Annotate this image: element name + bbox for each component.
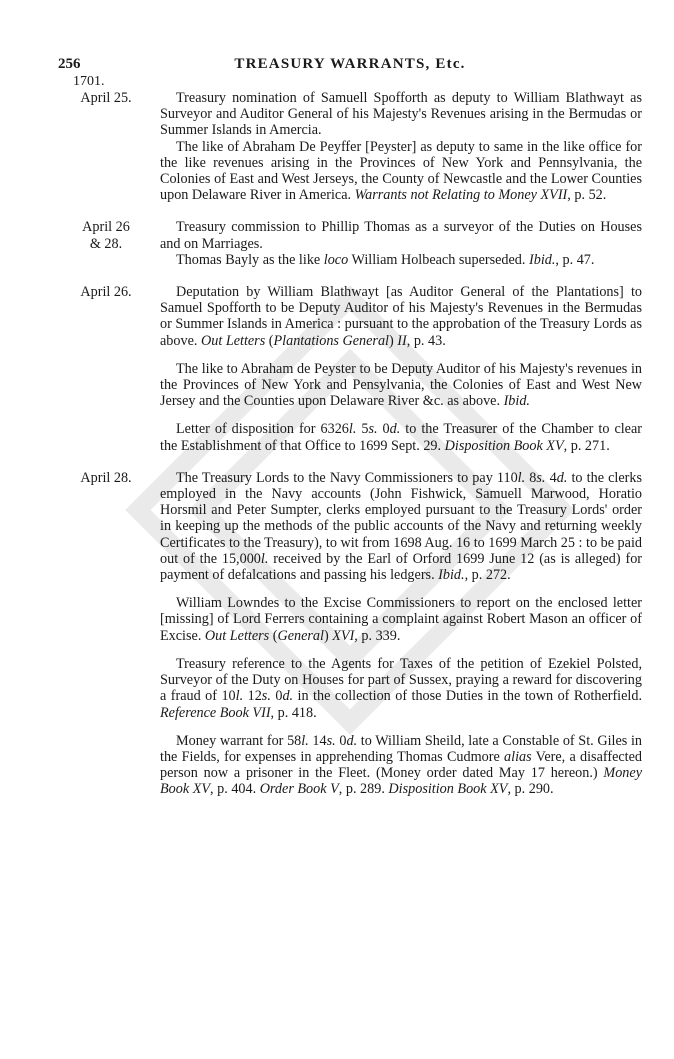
italic-text: Disposition Book XV [444,437,564,454]
italic-text: II [397,332,407,349]
entry-date-line: April 28. [80,469,132,486]
text-run: in the collection of those Duties in the town of Rotherfield. [293,688,643,705]
text-run: Letter of disposition for 6326 [176,421,349,438]
text-run: Treasury nomination of Samuell Spofforth as deputy to William Blathwayt as Surveyor and Auditor General of his Majesty's Revenues arising in the Bermudas or Summer Islands in Amercia. [160,90,642,139]
entry-paragraph [160,284,642,349]
text-run: Money warrant for 58 [176,732,302,749]
italic-text: Money Book XV [160,765,642,798]
italic-text: l. [517,469,526,486]
text-run: , p. 289. [338,781,389,798]
italic-text: s. [368,421,378,438]
text-run: 12 [243,688,262,705]
text-run: , p. 272. [464,567,511,584]
italic-text: s. [261,688,271,705]
italic-text: alias [504,748,532,765]
text-run: , p. 43. [406,332,446,349]
text-run: The like of Abraham De Peyffer [Peyster] as deputy to same in the like office for the like revenues arising in the Provinces of New York and Pennsylvania, the Colonies of East and West Jerseys, the County of Newcastle and the Lower Counties upon Delaware River in America. [160,138,642,204]
text-run: Thomas Bayly as the like [176,251,324,268]
text-run: 5 [356,421,369,438]
italic-text: Plantations General [273,332,389,349]
text-run: , p. 271. [563,437,610,454]
entry-paragraph [160,733,642,798]
text-run: , p. 339. [354,627,401,644]
italic-text: l. [348,421,357,438]
text-run: The Treasury Lords to the Navy Commissioners to pay 110 [176,469,518,486]
text-run: , p. 404. [210,781,260,798]
text-run: 0 [335,732,347,749]
page-header [58,56,642,76]
entry-paragraph [160,656,642,721]
italic-text: XVI [332,627,355,644]
entry [58,90,642,203]
text-run: ) [388,332,398,349]
italic-text: General [277,627,324,644]
italic-text: l. [235,688,244,705]
text-run: William Lowndes to the Excise Commissioners to report on the enclosed letter [missing] of Lord Ferrers containing a complaint against Robert Mason an officer of Excise. [160,595,642,644]
text-run: to the Treasurer of the Chamber to clear the Establishment of that Office to 1699 Sept. 29. [160,421,642,454]
text-run: , p. 52. [567,187,607,204]
text-run: Deputation by William Blathwayt [as Auditor General of the Plantations] to Samuel Spofforth to be Deputy Auditor of his Majesty's Revenues in the Bermudas or Summer Islands in America : pursuant to the approbation of the Treasury Lords as above. [160,284,642,349]
text-run: The like to Abraham de Peyster to be Deputy Auditor of his Majesty's revenues in the Provinces of New York and Pensylvania, the Colonies of East and West New Jersey and the Counties upon Delaware River &c. as above. [160,360,642,410]
text-run: William Holbeach superseded. [348,251,529,268]
entry-date [58,90,154,106]
italic-text: l. [260,550,269,567]
italic-text: d. [346,732,358,749]
entry-date-line: & 28. [89,235,123,252]
text-run: received by the Earl of Orford 1699 June 12 (as is alleged) for payment of defalcations and passing his ledgers. [160,550,643,584]
entries-list [58,90,642,798]
entry-paragraph [160,252,642,268]
italic-text: Disposition Book XV [388,781,508,798]
italic-text: Out Letters [200,332,266,349]
text-run: to William Sheild, late a Constable of St. Giles in the Fields, for expenses in apprehending Thomas Cudmore [160,732,643,765]
italic-text: Out Letters [204,627,270,644]
text-run: Treasury reference to the Agents for Taxes of the petition of Ezekiel Polsted, Surveyor of the Duty on Houses for part of Sussex, praying a reward for discovering a fraud of 10 [160,655,642,705]
text-run: 0 [270,688,283,705]
text-run: , p. 290. [507,781,554,798]
entry-paragraph [160,139,642,204]
running-title: TREASURY WARRANTS, Etc. [234,56,466,72]
entry-paragraph [160,595,642,644]
italic-text: s. [536,469,546,486]
entry-paragraph [160,421,642,453]
text-run: ) [323,627,333,644]
italic-text: d. [282,688,294,705]
entry-date-line: April 26 [82,219,130,236]
text-run: Vere, a disaffected person now a prisoner in the Fleet. (Money order dated May 17 hereon.) [160,748,642,782]
page-number: 256 [58,56,81,72]
italic-text: Ibid. [503,393,530,410]
text-run: 0 [377,421,390,438]
italic-text: Ibid. [529,251,556,268]
text-run: 14 [308,732,327,749]
text-run: 8 [525,469,537,486]
entry [58,284,642,454]
entry-date-line: April 26. [80,284,132,301]
entry-paragraph [160,90,642,139]
italic-text: Warrants not Relating to Money XVII [354,187,568,204]
entry-date [58,219,154,251]
entry-date-line: April 25. [80,90,132,106]
text-run: ( [265,332,274,349]
entry-paragraph [160,361,642,410]
entry-paragraph [160,219,642,251]
italic-text: loco [323,251,349,268]
italic-text: Reference Book VII [160,704,271,721]
text-run: ( [269,627,278,644]
entry [58,219,642,268]
italic-text: l. [301,732,309,749]
text-run: , p. 418. [270,704,317,721]
italic-text: d. [556,469,568,486]
text-run: to the clerks employed in the Navy accounts (John Fishwick, Samuell Marwood, Horatio Horsmil and Peter Sumpter, clerks employed pursuant to the Treasury Lords' order in keeping up the methods of the public accounts of the Navy and returning weekly Certificates to the Treasury), to wit from 1698 Aug. 16 to 1699 March 25 : to be paid out of the 15,000 [160,469,643,567]
entry-paragraph [160,470,642,583]
italic-text: s. [326,732,336,749]
entry [58,470,642,798]
entry-date [58,470,154,486]
italic-text: Ibid. [438,567,465,584]
year-heading: 1701. [73,74,105,89]
italic-text: d. [389,421,401,438]
text-run: 4 [545,469,557,486]
text-run: Treasury commission to Phillip Thomas as a surveyor of the Duties on Houses and on Marriages. [160,219,642,252]
italic-text: Order Book V [259,781,339,798]
entry-date [58,284,154,300]
text-run: , p. 47. [555,251,595,268]
